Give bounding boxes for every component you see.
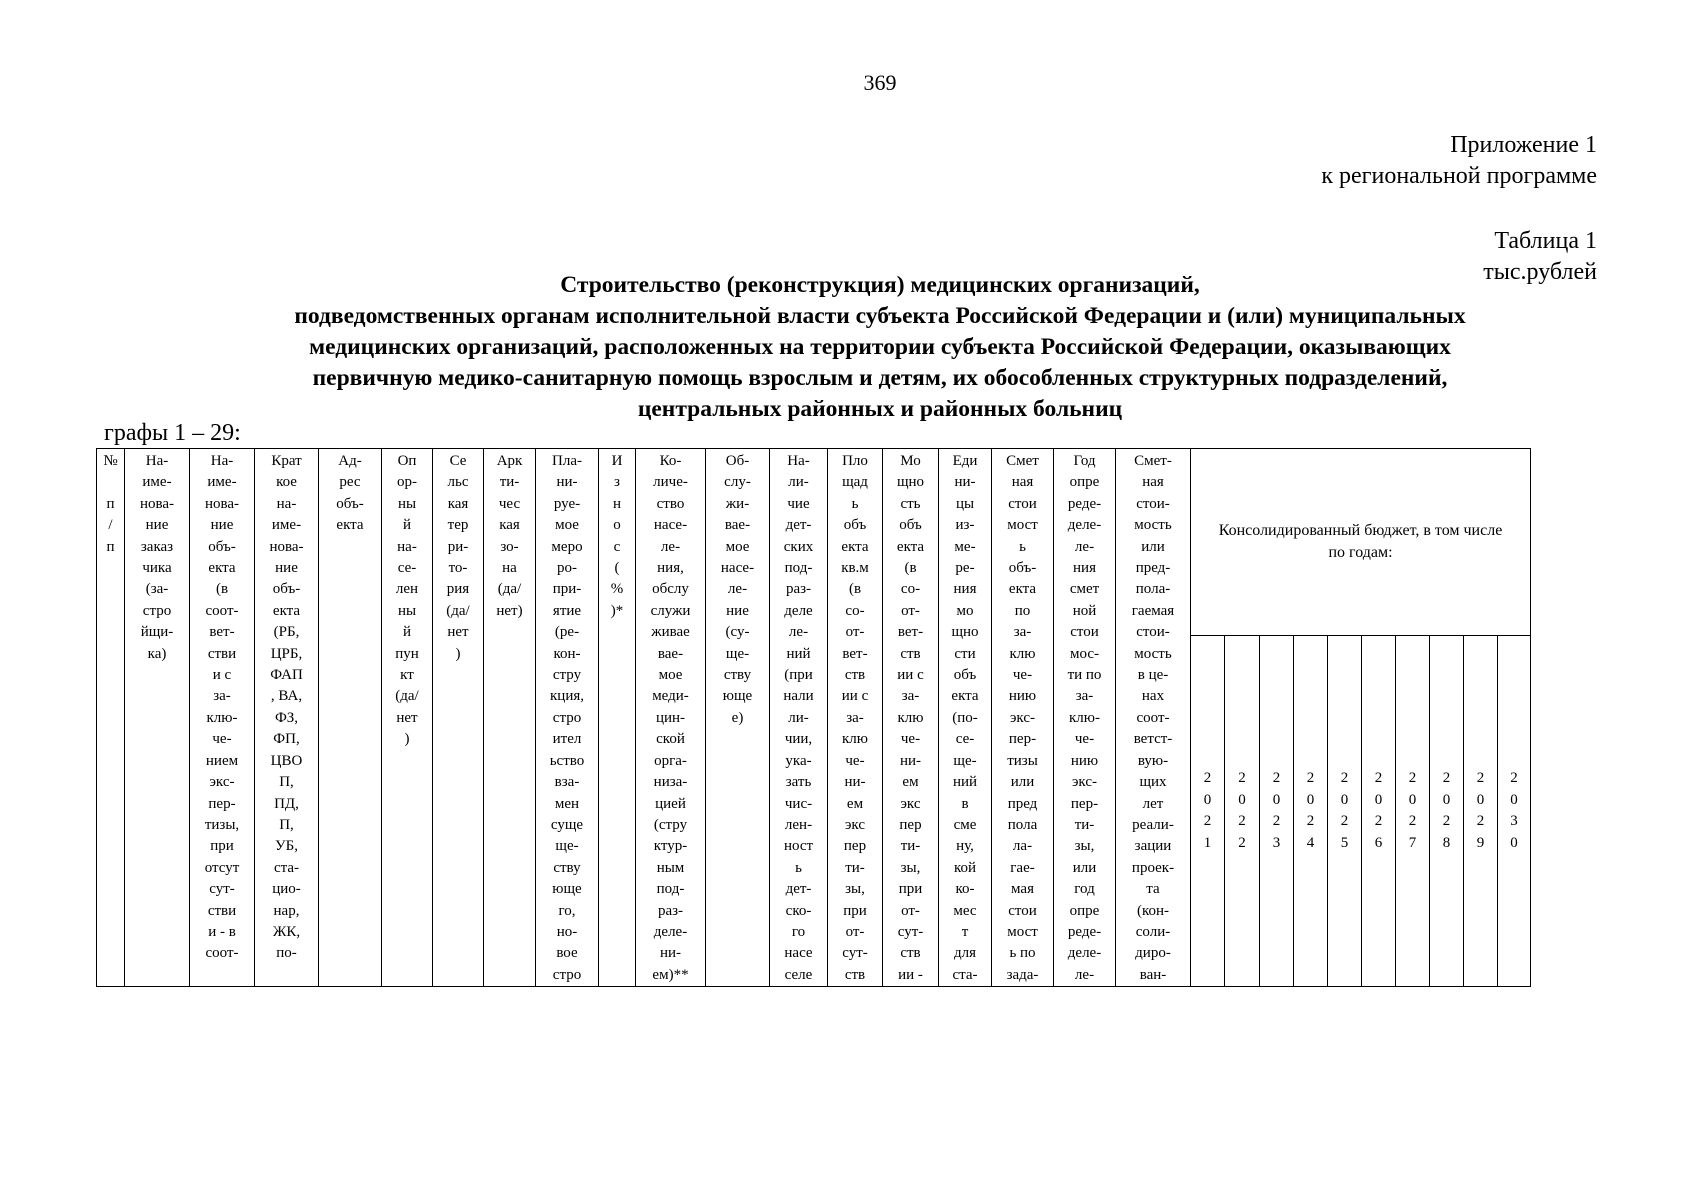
year-cell-2025: 2 0 2 5 [1328,636,1362,987]
header-cell-address: Ад- рес объ- екта [319,449,382,987]
title-line-3: медицинских организаций, расположенных на территории субъекта Российской Федерации, оказывающих [309,334,1451,360]
table-number: Таблица 1 [1494,228,1597,254]
year-cell-2023: 2 0 2 3 [1260,636,1294,987]
appendix-line-1: Приложение 1 [1450,132,1597,158]
construction-table [96,448,1531,987]
title-line-5: центральных районных и районных больниц [637,396,1123,422]
header-cell-rural-territory: Се льс кая тер ри- то- рия (да/ нет ) [433,449,484,987]
header-cell-capacity-units: Еди ни- цы из- ме- ре- ния мо щно сти объ екта (по- се- ще- ний в сме ну, кой ко- мес т для ста- [939,449,992,987]
header-cell-planned-measure: Пла- ни- руе- мое меро ро- при- ятие (ре- кон- стру кция, стро ител ьство вза- мен суще ще- ству юще го, но- вое стро [536,449,599,987]
header-cell-short-name: Крат кое на- име- нова- ние объ- екта (РБ, ЦРБ, ФАП , ВА, ФЗ, ФП, ЦВО П, ПД, П, УБ, ста- цио- нар, ЖК, по- [255,449,319,987]
units-label: тыс.рублей [1483,259,1597,285]
header-cell-cost-year: Год опре реде- деле- ле- ния смет ной стои мос- ти по за- клю- че- нию экс- пер- ти- зы, или год опре реде- деле- ле- [1054,449,1116,987]
header-cell-cost-in-prices: Смет- ная стои- мость или пред- пола- гаемая стои- мость в це- нах соот- ветст- вую- щих лет реали- зации проек- та (кон- соли- диро- ван- [1116,449,1191,987]
year-cell-2024: 2 0 2 4 [1294,636,1328,987]
columns-label: графы 1 – 29: [104,420,241,446]
header-cell-population-served: Ко- личе- ство насе- ле- ния, обслу служи живае вае- мое меди- цин- ской орга- низа- цией (стру ктур- ным под- раз- деле- ни- ем)** [636,449,706,987]
header-cell-arctic-zone: Арк ти- чес кая зо- на (да/ нет) [484,449,536,987]
header-cell-estimated-cost: Смет ная стои мост ь объ- екта по за- клю че- нию экс- пер- тизы или пред пола ла- гае- мая стои мост ь по зада- [992,449,1054,987]
year-cell-2028: 2 0 2 8 [1430,636,1464,987]
header-cell-customer: На- име- нова- ние заказ чика (за- стро йщи- ка) [125,449,190,987]
header-cell-wear: И з н о с ( % )* [599,449,636,987]
header-cell-number: № п / п [97,449,125,987]
document-title [100,270,1660,425]
header-row-1 [97,449,1531,636]
header-cell-existing-population: Об- слу- жи- вае- мое насе- ле- ние (су- ще- ству юще е) [706,449,770,987]
header-cell-consolidated-budget: Консолидированный бюджет, в том числе по годам: [1191,449,1531,636]
header-cell-reference-settlement: Оп ор- ны й на- се- лен ны й пун кт (да/ нет ) [382,449,433,987]
year-cell-2027: 2 0 2 7 [1396,636,1430,987]
year-cell-2029: 2 0 2 9 [1464,636,1498,987]
header-cell-area: Пло щад ь объ екта кв.м (в со- от- вет- ств ии с за- клю че- ни- ем экс пер ти- зы, при от- сут- ств [828,449,883,987]
appendix-line-2: к региональной программе [1321,163,1597,189]
header-cell-capacity: Мо щно сть объ екта (в со- от- вет- ств ии с за- клю че- ни- ем экс пер ти- зы, при от- сут- ств ии - [883,449,939,987]
year-cell-2026: 2 0 2 6 [1362,636,1396,987]
title-line-2: подведомственных органам исполнительной власти субъекта Российской Федерации и (или) муниципальных [294,303,1466,329]
title-line-4: первичную медико-санитарную помощь взрослым и детям, их обособленных структурных подразделений, [312,365,1448,391]
appendix-note [1321,130,1597,192]
page-number: 369 [863,70,897,95]
year-cell-2030: 2 0 3 0 [1498,636,1531,987]
year-cell-2021: 2 0 2 1 [1191,636,1225,987]
title-line-1: Строительство (реконструкция) медицинских организаций, [560,272,1200,298]
header-cell-children-units: На- ли- чие дет- ских под- раз- деле ле- ний (при нали ли- чии, ука- зать чис- лен- ност ь дет- ско- го насе селе [770,449,828,987]
year-cell-2022: 2 0 2 2 [1225,636,1260,987]
header-cell-object-name: На- име- нова- ние объ- екта (в соот- вет- стви и с за- клю- че- нием экс- пер- тизы, при отсут сут- стви и - в соот- [190,449,255,987]
